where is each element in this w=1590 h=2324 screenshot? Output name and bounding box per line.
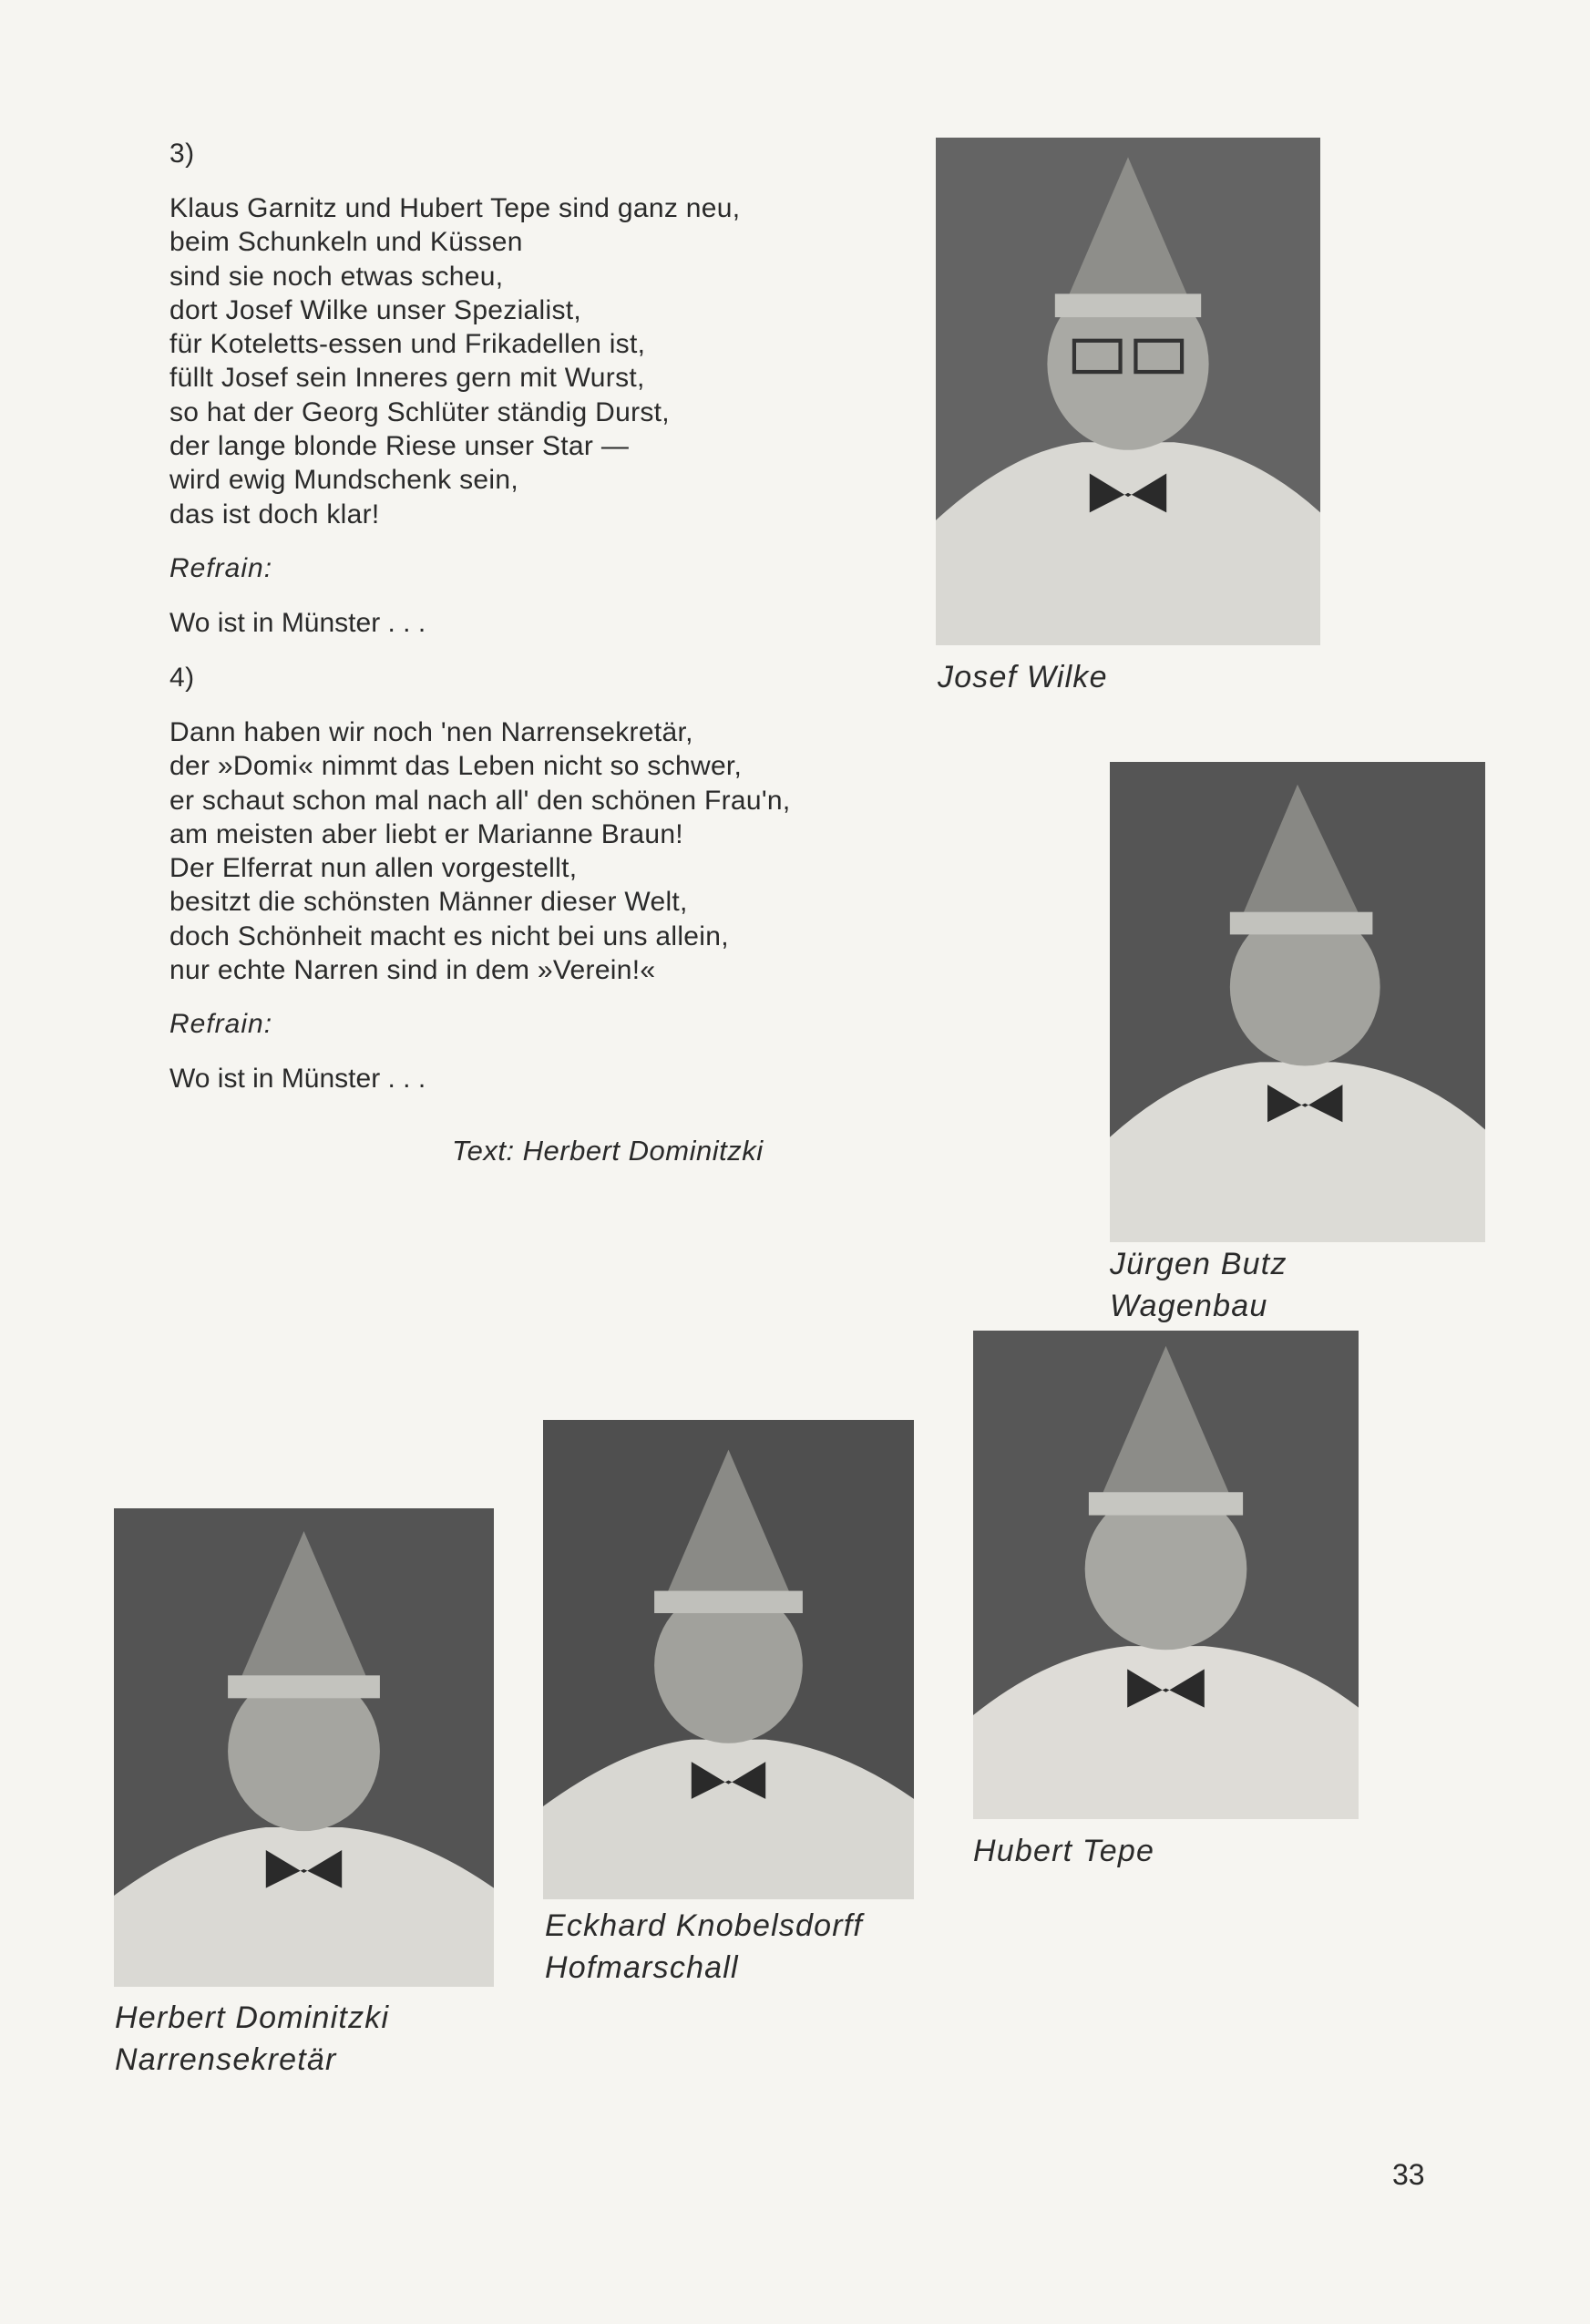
portrait-role: Narrensekretär [115,2042,337,2077]
refrain-text: Wo ist in Münster . . . [169,1064,426,1095]
verse-number: 3) [169,139,195,169]
verse-line: das ist doch klar! [169,499,380,530]
verse-line: der lange blonde Riese unser Star — [169,431,630,462]
verse-line: nur echte Narren sind in dem »Verein!« [169,955,656,986]
portrait-name: Herbert Dominitzki [115,2000,390,2035]
verse-line: Der Elferrat nun allen vorgestellt, [169,853,578,884]
verse-line: sind sie noch etwas scheu, [169,261,504,292]
portrait-role: Wagenbau [1110,1289,1268,1323]
verse-line: doch Schönheit macht es nicht bei uns allein, [169,920,729,951]
verse-line: für Koteletts-essen und Frikadellen ist, [169,329,646,360]
portrait-name: Hubert Tepe [973,1834,1155,1868]
refrain-text: Wo ist in Münster . . . [169,607,426,638]
refrain-label: Refrain: [169,552,273,583]
verse-line: Klaus Garnitz und Hubert Tepe sind ganz neu, [169,193,741,223]
portrait-photo-herbert-dominitzki [114,1508,494,1987]
portrait-photo-eckhard-knobelsdorff [543,1420,914,1899]
verse-line: dort Josef Wilke unser Spezialist, [169,294,582,325]
verse-line: besitzt die schönsten Männer dieser Welt, [169,887,688,918]
page-number: 33 [1392,2158,1425,2191]
verse-number: 4) [169,662,195,693]
verse-line: füllt Josef sein Inneres gern mit Wurst, [169,363,645,394]
portrait-caption-herbert-dominitzki [115,1997,389,2081]
verse-line: so hat der Georg Schlüter ständig Durst, [169,396,670,427]
lyrics-credit: Text: Herbert Dominitzki [452,1135,764,1167]
verse-line: am meisten aber liebt er Marianne Braun! [169,818,683,849]
lyrics-column [169,137,862,1116]
portrait-name: Jürgen Butz [1110,1247,1287,1281]
verse-line: der »Domi« nimmt das Leben nicht so schwer, [169,751,743,782]
verse-line: Dann haben wir noch 'nen Narrensekretär, [169,716,693,747]
refrain-label: Refrain: [169,1009,273,1040]
portrait-caption-eckhard-knobelsdorff [545,1905,863,1989]
portrait-name: Eckhard Knobelsdorff [545,1908,864,1943]
portrait-role: Hofmarschall [545,1950,739,1985]
portrait-caption-josef-wilke [938,656,1108,698]
portrait-caption-juergen-butz [1110,1243,1287,1327]
portrait-photo-josef-wilke [936,138,1320,645]
portrait-name: Josef Wilke [938,660,1108,694]
verse-3 [169,191,862,531]
verse-line: er schaut schon mal nach all' den schönen Frau'n, [169,785,791,816]
verse-line: wird ewig Mundschenk sein, [169,465,518,496]
portrait-photo-hubert-tepe [973,1331,1359,1819]
portrait-caption-hubert-tepe [973,1830,1154,1872]
verse-line: beim Schunkeln und Küssen [169,227,523,258]
verse-4 [169,715,862,987]
portrait-photo-juergen-butz [1110,762,1485,1242]
